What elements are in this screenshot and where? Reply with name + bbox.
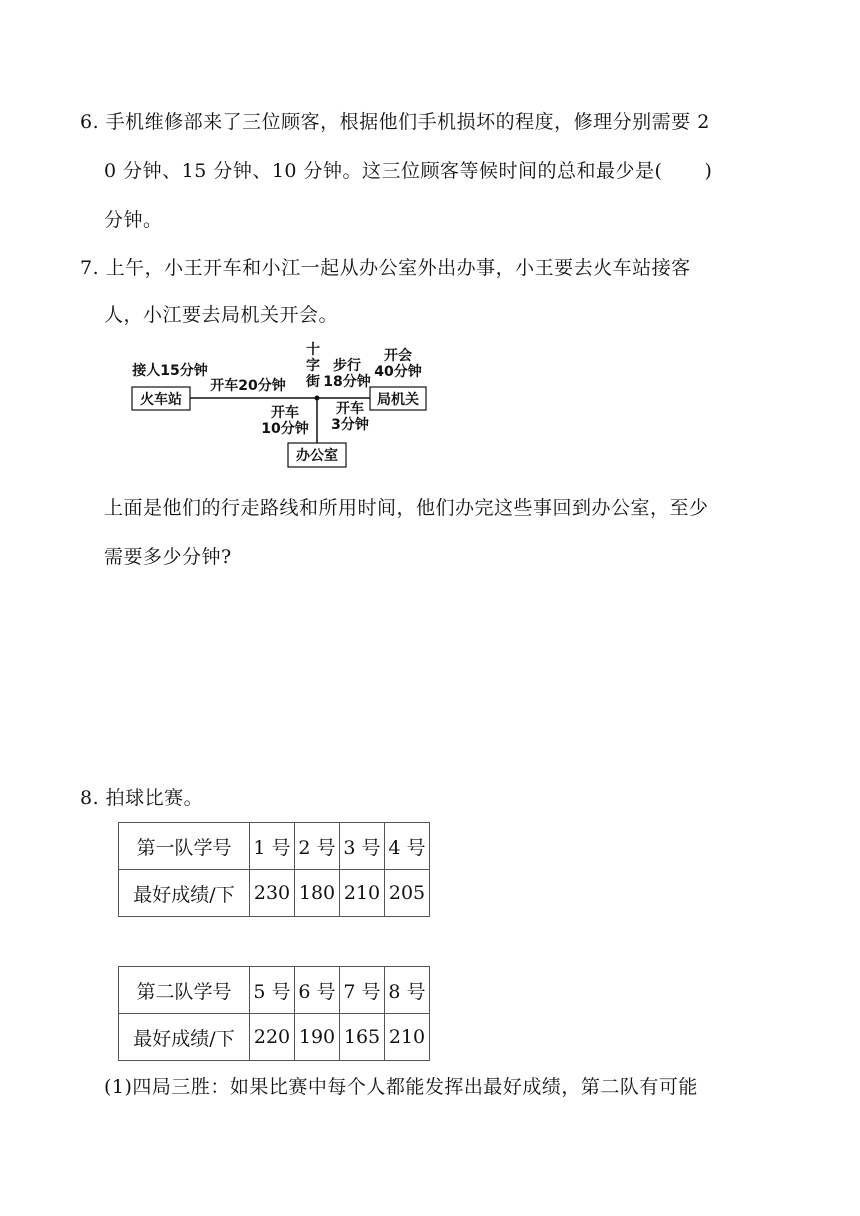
route-diagram <box>120 340 440 470</box>
crossroad-dot <box>315 396 320 401</box>
table-row <box>119 870 430 917</box>
table-cell: 第一队学号 <box>119 823 250 870</box>
table-cell: 2 号 <box>295 823 340 870</box>
pickup-label: 接人15分钟 <box>132 363 208 379</box>
table-cell: 5 号 <box>250 967 295 1014</box>
train-station-label: 火车站 <box>140 392 182 408</box>
q6-line-2 <box>104 156 712 183</box>
q8-title: 8. 拍球比赛。 <box>80 787 204 809</box>
drive-10-time: 10分钟 <box>261 421 309 437</box>
table-row <box>119 823 430 870</box>
table-cell: 6 号 <box>295 967 340 1014</box>
team1-table <box>118 822 430 917</box>
table-cell: 230 <box>250 870 295 917</box>
table-cell: 8 号 <box>385 967 430 1014</box>
q7-line-2: 人，小江要去局机关开会。 <box>104 304 339 326</box>
table-row <box>119 967 430 1014</box>
drive-20-label: 开车20分钟 <box>210 378 286 394</box>
table-cell: 205 <box>385 870 430 917</box>
q6-line-3: 分钟。 <box>104 209 163 231</box>
table-cell: 1 号 <box>250 823 295 870</box>
table-cell: 220 <box>250 1014 295 1061</box>
drive-3-label: 开车 <box>336 401 364 417</box>
table-cell: 最好成绩/下 <box>119 1014 250 1061</box>
bureau-label: 局机关 <box>377 392 419 408</box>
table-cell: 7 号 <box>340 967 385 1014</box>
table-cell: 210 <box>385 1014 430 1061</box>
crossroad-char-1: 十 <box>306 342 320 358</box>
q7-line-1: 7. 上午，小王开车和小江一起从办公室外出办事，小王要去火车站接客 <box>80 257 691 279</box>
meeting-time: 40分钟 <box>374 364 422 380</box>
office-label: 办公室 <box>296 448 338 464</box>
q6-line-2-close: ) <box>704 160 713 182</box>
table-row <box>119 1014 430 1061</box>
crossroad-char-3: 街 <box>306 374 320 390</box>
table-cell: 180 <box>295 870 340 917</box>
drive-3-time: 3分钟 <box>331 417 369 433</box>
meeting-label: 开会 <box>384 348 412 364</box>
q7-line-3: 上面是他们的行走路线和所用时间，他们办完这些事回到办公室，至少 <box>104 497 709 519</box>
table-cell: 3 号 <box>340 823 385 870</box>
team2-table <box>118 966 430 1061</box>
table-cell: 最好成绩/下 <box>119 870 250 917</box>
q8-sub-1: (1)四局三胜：如果比赛中每个人都能发挥出最好成绩，第二队有可能 <box>104 1076 698 1098</box>
crossroad-char-2: 字 <box>306 358 320 374</box>
walk-label: 步行 <box>333 358 361 374</box>
q7-line-4: 需要多少分钟? <box>104 546 232 568</box>
table-cell: 第二队学号 <box>119 967 250 1014</box>
table-cell: 165 <box>340 1014 385 1061</box>
q6-line-2-text: 0 分钟、15 分钟、10 分钟。这三位顾客等候时间的总和最少是( <box>104 160 663 182</box>
walk-time: 18分钟 <box>323 374 371 390</box>
table-cell: 190 <box>295 1014 340 1061</box>
drive-10-label: 开车 <box>271 405 299 421</box>
table-cell: 4 号 <box>385 823 430 870</box>
q6-line-1: 6. 手机维修部来了三位顾客，根据他们手机损坏的程度，修理分别需要 2 <box>80 111 710 133</box>
table-cell: 210 <box>340 870 385 917</box>
